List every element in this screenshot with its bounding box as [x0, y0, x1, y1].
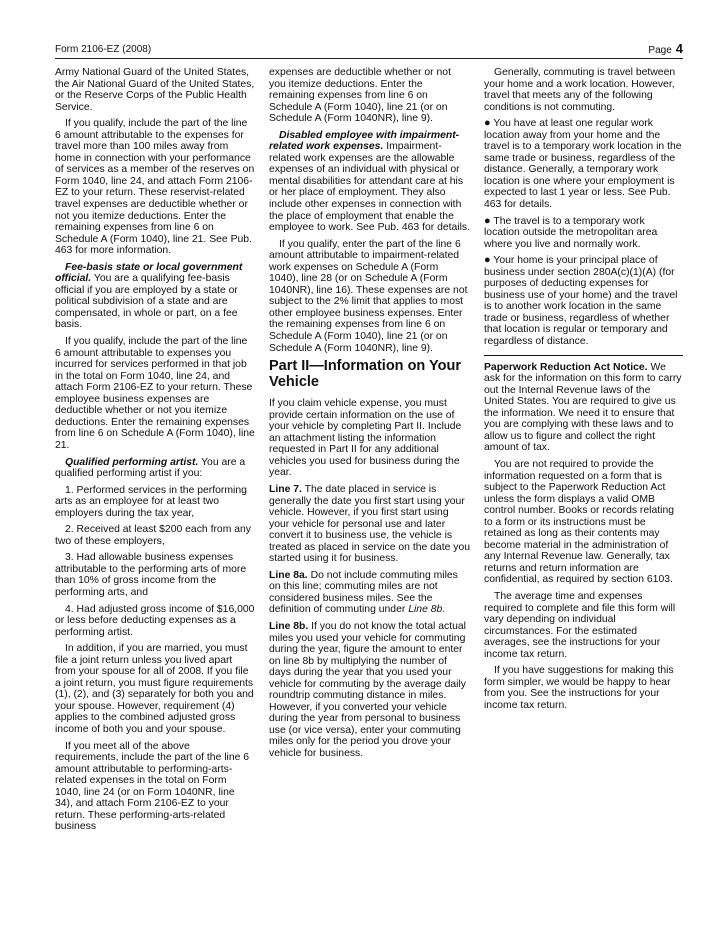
- bullet-icon: ●: [484, 254, 491, 267]
- list-item: 4. Had adjusted gross income of $16,000 or less before deducting expenses as a performing artist.: [55, 603, 255, 638]
- paragraph: In addition, if you are married, you must file a joint return unless you lived apart from your spouse for all of 2008. If you file a joint return, you must figure requirements (1), (2), and (3) separately for both you and your spouse. However, requirement (4) applies to the combined adjusted gross income of both you and your spouse.: [55, 643, 254, 735]
- fee-basis-paragraph: Fee-basis state or local government official. You are a qualifying fee-basis official if you are employed by a state or political subdivision of a state and are compensated, in whole or part, on a fee basis.: [55, 261, 243, 331]
- page-number: Page 4: [648, 41, 683, 56]
- bullet-icon: ●: [484, 214, 491, 227]
- header-rule: [55, 58, 683, 59]
- paragraph: You are not required to provide the information requested on a form that is subject to the Paperwork Reduction Act unless the form displays a valid OMB control number. Books or records relating to a form or its instructions must be retained as long as their contents may become material in the administration of any Internal Revenue law. Generally, tax returns and return information are confidential, as required by section 6103.: [484, 458, 675, 586]
- line-7-paragraph: Line 7. The date placed in service is generally the date you first start using your vehicle. However, if you first start using your vehicle for personal use and later convert it to business use, the vehicle is treated as placed in service on the date you started using it for business.: [269, 483, 471, 565]
- list-item: 2. Received at least $200 each from any two of these employers,: [55, 524, 251, 547]
- column-3: [484, 67, 683, 716]
- disabled-heading: Disabled employee with impairment-related work expenses.: [269, 129, 460, 153]
- column-2: [269, 67, 470, 765]
- paragraph: If you qualify, include the part of the line 6 amount attributable to expenses you incurred for services performed in that job in the total on Form 1040, line 24, and attach Form 2106-EZ to your return. These employee business expenses are deductible whether or not you itemize deductions. Enter the remaining expenses from line 6 on Schedule A (Form 1040), line 21.: [55, 336, 255, 451]
- paragraph: expenses are deductible whether or not you itemize deductions. Enter the remaining expenses from line 6 on Schedule A (Form 1040), line 21 (or on Schedule A (Form 1040NR), line 9).: [269, 67, 451, 125]
- paragraph: The average time and expenses required to complete and file this form will vary depending on individual circumstances. For the estimated averages, see the instructions for your income tax return.: [484, 590, 676, 660]
- fee-basis-heading: Fee-basis state or local government official.: [55, 261, 243, 285]
- section-divider: [484, 355, 683, 356]
- page-header: [55, 41, 683, 57]
- line-8a-paragraph: Line 8a. Do not include commuting miles on this line; commuting miles are not considered business miles. See the definition of commuting under Line 8b.: [269, 569, 458, 616]
- bullet-item: ● The travel is to a temporary work location outside the metropolitan area where you live and normally work.: [484, 214, 658, 250]
- part-2-heading: Part II—Information on Your Vehicle: [269, 358, 461, 390]
- paragraph: If you qualify, include the part of the line 6 amount attributable to the expenses for travel more than 100 miles away from home in connection with your performance of services as a member of the reserves on Form 1040, line 24, and attach Form 2106-EZ to your return. These reservist-related travel expenses are deductible whether or not you itemize deductions. Enter the remaining expenses from line 6 on Schedule A (Form 1040), line 21. See Pub. 463 for more information.: [55, 118, 255, 257]
- line-8b-paragraph: Line 8b. If you do not know the total actual miles you used your vehicle for commuting during the year, figure the amount to enter on line 8b by multiplying the number of days during the year that you used your vehicle for commuting by the average daily roundtrip commuting distance in miles. However, if you converted your vehicle during the year from personal to business use (or vice versa), enter your commuting miles only for the period you drove your vehicle for business.: [269, 620, 466, 759]
- bullet-icon: ●: [484, 117, 491, 130]
- list-item: 1. Performed services in the performing arts as an employee for at least two employers during the tax year,: [55, 484, 247, 519]
- paperwork-notice-paragraph: Paperwork Reduction Act Notice. We ask for the information on this form to carry out the Internal Revenue laws of the United States. You are required to give us the information. We need it to ensure that you are complying with these laws and to allow us to figure and collect the right amount of tax.: [484, 361, 682, 454]
- qpa-heading: Qualified performing artist.: [65, 456, 199, 468]
- paperwork-notice-heading: Paperwork Reduction Act Notice.: [484, 361, 648, 373]
- paragraph: If you claim vehicle expense, you must provide certain information on the use of your vehicle by completing Part II. Include an attachment listing the information requested in Part II for any additional vehicles you used for business during the year.: [269, 398, 462, 479]
- disabled-employee-paragraph: Disabled employee with impairment-related work expenses. Impairment-related work expenses are the allowable expenses of an individual with physical or mental disabilities for attendant care at his or her place of employment. They also include other expenses in connection with the place of employment that enable the employee to work. See Pub. 463 for details.: [269, 129, 470, 234]
- form-id: Form 2106-EZ (2008): [55, 44, 152, 55]
- paragraph: Army National Guard of the United States, the Air National Guard of the United States, or the Reserve Corps of the Public Health Service.: [55, 67, 255, 113]
- qualified-performing-artist-paragraph: Qualified performing artist. You are a qualified performing artist if you:: [55, 456, 246, 480]
- bullet-item: ● Your home is your principal place of business under section 280A(c)(1)(A) (for purposes of deducting expenses for business use of your home) and the travel is to another work location in the same trade or business, regardless of whether that location is regular or temporary and regardless of distance.: [484, 254, 678, 348]
- paragraph: If you meet all of the above requirements, include the part of the line 6 amount attributable to performing-arts-related expenses in the total on Form 1040, line 24 (or on Form 1040NR, line 34), and attach Form 2106-EZ to your return. These performing-arts-related business: [55, 740, 250, 833]
- paragraph: Generally, commuting is travel between your home and a work location. However, travel that meets any of the following conditions is not commuting.: [484, 67, 676, 113]
- paragraph: If you qualify, enter the part of the line 6 amount attributable to impairment-related work expenses on Schedule A (Form 1040), line 28 (or on Schedule A (Form 1040NR), line 16). These expenses are not subject to the 2% limit that applies to most other employee business expenses. Enter the remaining expenses from line 6 on Schedule A (Form 1040), line 21 (or on Schedule A (Form 1040NR), line 9).: [269, 238, 468, 354]
- list-item: 3. Had allowable business expenses attributable to the performing arts of more than 10% of gross income from the performing arts, and: [55, 552, 247, 598]
- bullet-item: ● You have at least one regular work location away from your home and the travel is to a temporary work location in the same trade or business, regardless of the distance. Generally, a temporary work location is one where your employment is expected to last 1 year or less. See Pub. 463 for details.: [484, 117, 682, 211]
- paragraph: If you have suggestions for making this form simpler, we would be happy to hear from you. See the instructions for your income tax return.: [484, 665, 674, 711]
- column-1: [55, 67, 255, 838]
